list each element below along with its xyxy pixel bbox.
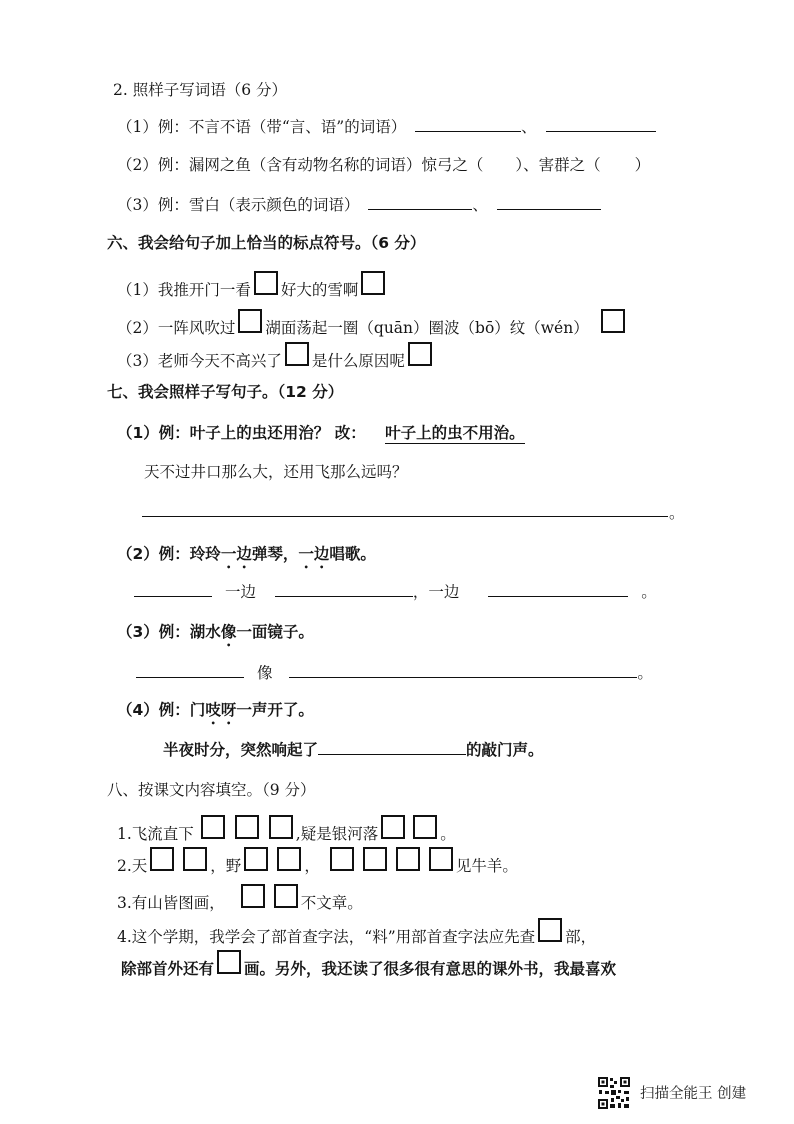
- item-text: 例：不言不语（带“言、语”的词语）: [157, 118, 407, 136]
- punctuation-box[interactable]: [238, 309, 262, 333]
- s6-item-1: [117, 271, 388, 301]
- dotted-word: 吱呀: [205, 701, 237, 719]
- sentence-part: 我推开门一看: [157, 281, 251, 299]
- item-number: （1）: [117, 281, 158, 299]
- dotted-word: 像: [220, 623, 237, 641]
- example-text: 弹琴，: [251, 545, 299, 563]
- sentence-part: 老师今天不高兴了: [157, 352, 282, 370]
- line-text: 4.这个学期，我学会了部首查字法，“料”用部首查字法应先查: [117, 928, 536, 946]
- punctuation-box[interactable]: [361, 271, 385, 295]
- item-number: （3）: [117, 196, 158, 214]
- s8-line-5: [121, 950, 616, 980]
- q2-item-1: [117, 115, 656, 138]
- fill-text: 的敲门声。: [466, 741, 544, 759]
- watermark-text: 扫描全能王 创建: [640, 1086, 747, 1102]
- dotted-word: 一边: [220, 545, 252, 563]
- period: 。: [669, 504, 685, 522]
- section-6-title: 六、我会给句子加上恰当的标点符号。（6 分）: [107, 234, 426, 252]
- s8-line-2: [117, 847, 518, 877]
- period: 。: [637, 664, 653, 682]
- line-text: 1.飞流直下: [117, 825, 194, 843]
- character-box[interactable]: [269, 815, 293, 839]
- example-text: 唱歌。: [329, 545, 376, 563]
- line-text: 。: [440, 825, 456, 843]
- line-text: 3.有山皆图画，: [117, 894, 225, 912]
- s7-item-2-fill: [134, 580, 657, 603]
- sentence-part: 一阵风吹过: [157, 319, 236, 337]
- item-number: （3）: [117, 352, 158, 370]
- character-box[interactable]: [396, 847, 420, 871]
- item-number: （1）: [117, 118, 158, 136]
- item-number: （2）: [117, 319, 158, 337]
- separator: 、: [521, 118, 537, 136]
- q2-title: 2. 照样子写词语（6 分）: [113, 81, 288, 99]
- character-box[interactable]: [330, 847, 354, 871]
- item-number: （1）: [117, 424, 159, 442]
- answer-blank[interactable]: [289, 661, 637, 678]
- character-box[interactable]: [413, 815, 437, 839]
- fill-text: 半夜时分，突然响起了: [163, 741, 319, 759]
- example-answer: 叶子上的虫不用治。: [385, 424, 525, 442]
- answer-blank[interactable]: [134, 580, 212, 597]
- sentence-part: 是什么原因呢: [311, 352, 405, 370]
- character-box[interactable]: [201, 815, 225, 839]
- item-text: 例：漏网之鱼（含有动物名称的词语）惊弓之（: [157, 156, 484, 174]
- line-text: 画。另外，我还读了很多很有意思的课外书，我最喜欢: [244, 960, 617, 978]
- sentence-part: 好大的雪啊: [280, 281, 359, 299]
- character-box[interactable]: [277, 847, 301, 871]
- section-8-title: 八、按课文内容填空。（9 分）: [107, 781, 316, 799]
- line-text: 见牛羊。: [455, 857, 518, 875]
- fill-word: 像: [256, 664, 273, 682]
- example-text: 例：玲玲: [158, 545, 221, 563]
- q2-item-3: [117, 193, 601, 216]
- answer-line[interactable]: [142, 516, 668, 517]
- example-text: 一声开了。: [236, 701, 314, 719]
- line-text: ，野: [210, 857, 242, 875]
- character-box[interactable]: [429, 847, 453, 871]
- s8-line-1: [117, 815, 456, 845]
- s7-item-4-example: [117, 699, 314, 728]
- item-text: 例：雪白（表示颜色的词语）: [157, 196, 360, 214]
- item-text-end: ）: [634, 156, 651, 174]
- punctuation-box[interactable]: [254, 271, 278, 295]
- s7-item-2-example: [117, 543, 376, 572]
- line-text: 除部首外还有: [121, 960, 215, 978]
- character-box[interactable]: [538, 918, 562, 942]
- item-number: （2）: [117, 156, 158, 174]
- answer-blank[interactable]: [136, 661, 244, 678]
- example-text: 例：湖水: [158, 623, 221, 641]
- example-text: 一面镜子。: [236, 623, 314, 641]
- section-7-title: 七、我会照样子写句子。（12 分）: [107, 383, 344, 401]
- s8-line-4: [117, 918, 596, 948]
- character-box[interactable]: [150, 847, 174, 871]
- dotted-word: 一边: [298, 545, 330, 563]
- s8-line-3: [117, 884, 363, 914]
- punctuation-box[interactable]: [408, 342, 432, 366]
- example-text: 例：门: [158, 701, 206, 719]
- separator: 、: [472, 196, 488, 214]
- s6-item-2: [117, 309, 628, 339]
- answer-blank[interactable]: [368, 193, 472, 210]
- punctuation-box[interactable]: [601, 309, 625, 333]
- s7-item-4-fill: [163, 738, 544, 761]
- character-box[interactable]: [381, 815, 405, 839]
- qr-code-icon: [597, 1076, 631, 1110]
- character-box[interactable]: [274, 884, 298, 908]
- s7-item-1-question: 天不过井口那么大，还用飞那么远吗？: [144, 463, 408, 481]
- fill-word: 一边: [224, 583, 256, 601]
- answer-blank[interactable]: [546, 115, 656, 132]
- punctuation-box[interactable]: [285, 342, 309, 366]
- character-box[interactable]: [363, 847, 387, 871]
- s7-item-3-fill: [136, 661, 653, 684]
- item-number: （3）: [117, 623, 159, 641]
- s7-item-1-example: [117, 422, 525, 444]
- line-text: 2.天: [117, 857, 148, 875]
- item-number: （4）: [117, 701, 159, 719]
- s6-item-3: [117, 342, 435, 372]
- line-text: 部，: [565, 928, 597, 946]
- character-box[interactable]: [244, 847, 268, 871]
- answer-blank[interactable]: [488, 580, 628, 597]
- character-box[interactable]: [183, 847, 207, 871]
- answer-blank[interactable]: [318, 738, 466, 755]
- line-text: ，: [304, 857, 320, 875]
- character-box[interactable]: [241, 884, 265, 908]
- example-text: 例：叶子上的虫还用治？ 改：: [158, 424, 366, 442]
- fill-word: ，一边: [412, 583, 460, 601]
- character-box[interactable]: [235, 815, 259, 839]
- sentence-part: 湖面荡起一圈（quān）圈波（bō）纹（wén）: [265, 319, 589, 337]
- s7-item-3-example: [117, 621, 314, 650]
- item-number: （2）: [117, 545, 159, 563]
- line-text: 不文章。: [300, 894, 363, 912]
- line-text: ,疑是银河落: [295, 825, 379, 843]
- period: 。: [641, 583, 657, 601]
- answer-blank[interactable]: [415, 115, 521, 132]
- character-box[interactable]: [217, 950, 241, 974]
- item-text-mid: ）、害群之（: [515, 156, 601, 174]
- answer-blank[interactable]: [275, 580, 413, 597]
- answer-blank[interactable]: [497, 193, 601, 210]
- q2-item-2: [117, 154, 650, 176]
